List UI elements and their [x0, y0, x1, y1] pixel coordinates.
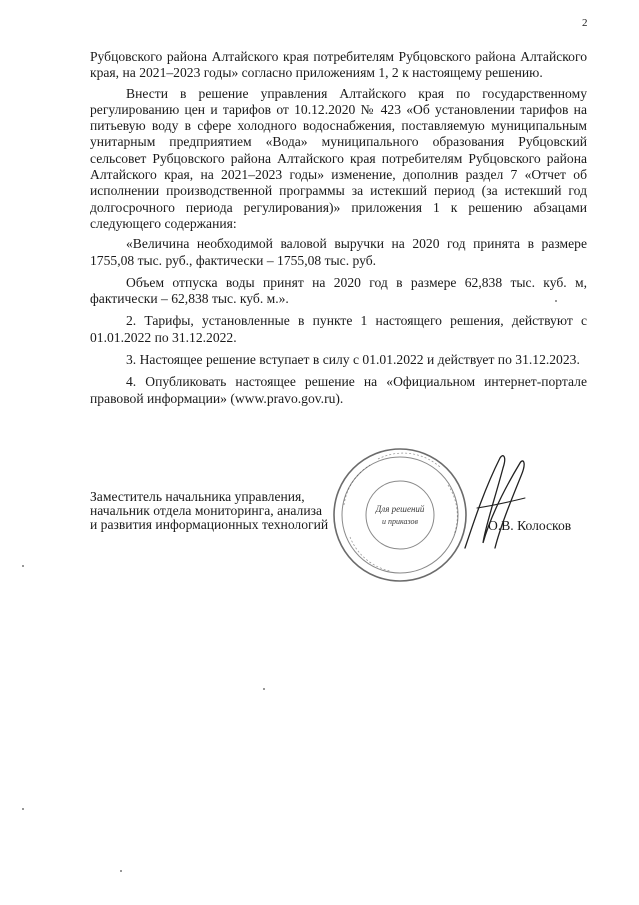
position-line-1: Заместитель начальника управления, — [90, 489, 305, 504]
signatory-position — [90, 490, 328, 532]
paragraph-item-4: 4. Опубликовать настоящее решение на «Официальном интернет-портале правовой информации» (www.pravo.gov.ru). — [90, 374, 587, 406]
scan-speck — [22, 808, 24, 810]
paragraph-amendment: Внести в решение управления Алтайского края по государственному регулированию цен и тарифов от 10.12.2020 № 423 «Об установлении тарифов на питьевую воду в сфере холодного водоснабжения, поставляемую муниципальным унитарным предприятием «Вода» муниципального образования Рубцовский сельсовет Рубцовского района Алтайского края потребителям Рубцовского района Алтайского края, на 2021–2023 годы» изменение, дополнив раздел 7 «Отчет об исполнении производственной программы за истекший период (за истекший год долгосрочного периода регулирования)» приложения 1 к решению абзацами следующего содержания: — [90, 85, 587, 231]
scan-speck — [555, 300, 557, 302]
paragraph-revenue: «Величина необходимой валовой выручки на 2020 год принята в размере 1755,08 тыс. руб., фактически – 1755,08 тыс. руб. — [90, 236, 587, 268]
paragraph-water-volume: Объем отпуска воды принят на 2020 год в размере 62,838 тыс. куб. м, фактически – 62,838 тыс. куб. м.». — [90, 274, 587, 307]
signatory-name: О.В. Колосков — [488, 518, 572, 533]
position-line-2: начальник отдела мониторинга, анализа — [90, 503, 323, 518]
document-body — [90, 49, 587, 407]
scan-speck — [263, 688, 265, 690]
scan-speck — [22, 565, 24, 567]
stamp-inner-line-2: и приказов — [381, 517, 419, 526]
paragraph-continuation: Рубцовского района Алтайского края потребителям Рубцовского района Алтайского края, на 2021–2023 годы» согласно приложениям 1, 2 к настоящему решению. — [90, 49, 587, 81]
stamp-inner-line-1: Для решений — [375, 504, 425, 514]
paragraph-item-3: 3. Настоящее решение вступает в силу с 01.01.2022 и действует по 31.12.2023. — [126, 352, 580, 368]
position-line-3: и развития информационных технологий — [90, 517, 329, 532]
paragraph-item-2: 2. Тарифы, установленные в пункте 1 настоящего решения, действуют с 01.01.2022 по 31.12.2022. — [90, 313, 587, 345]
official-stamp — [330, 445, 470, 585]
handwritten-signature — [455, 448, 535, 558]
scan-speck — [120, 870, 122, 872]
page-number: 2 — [582, 17, 588, 29]
